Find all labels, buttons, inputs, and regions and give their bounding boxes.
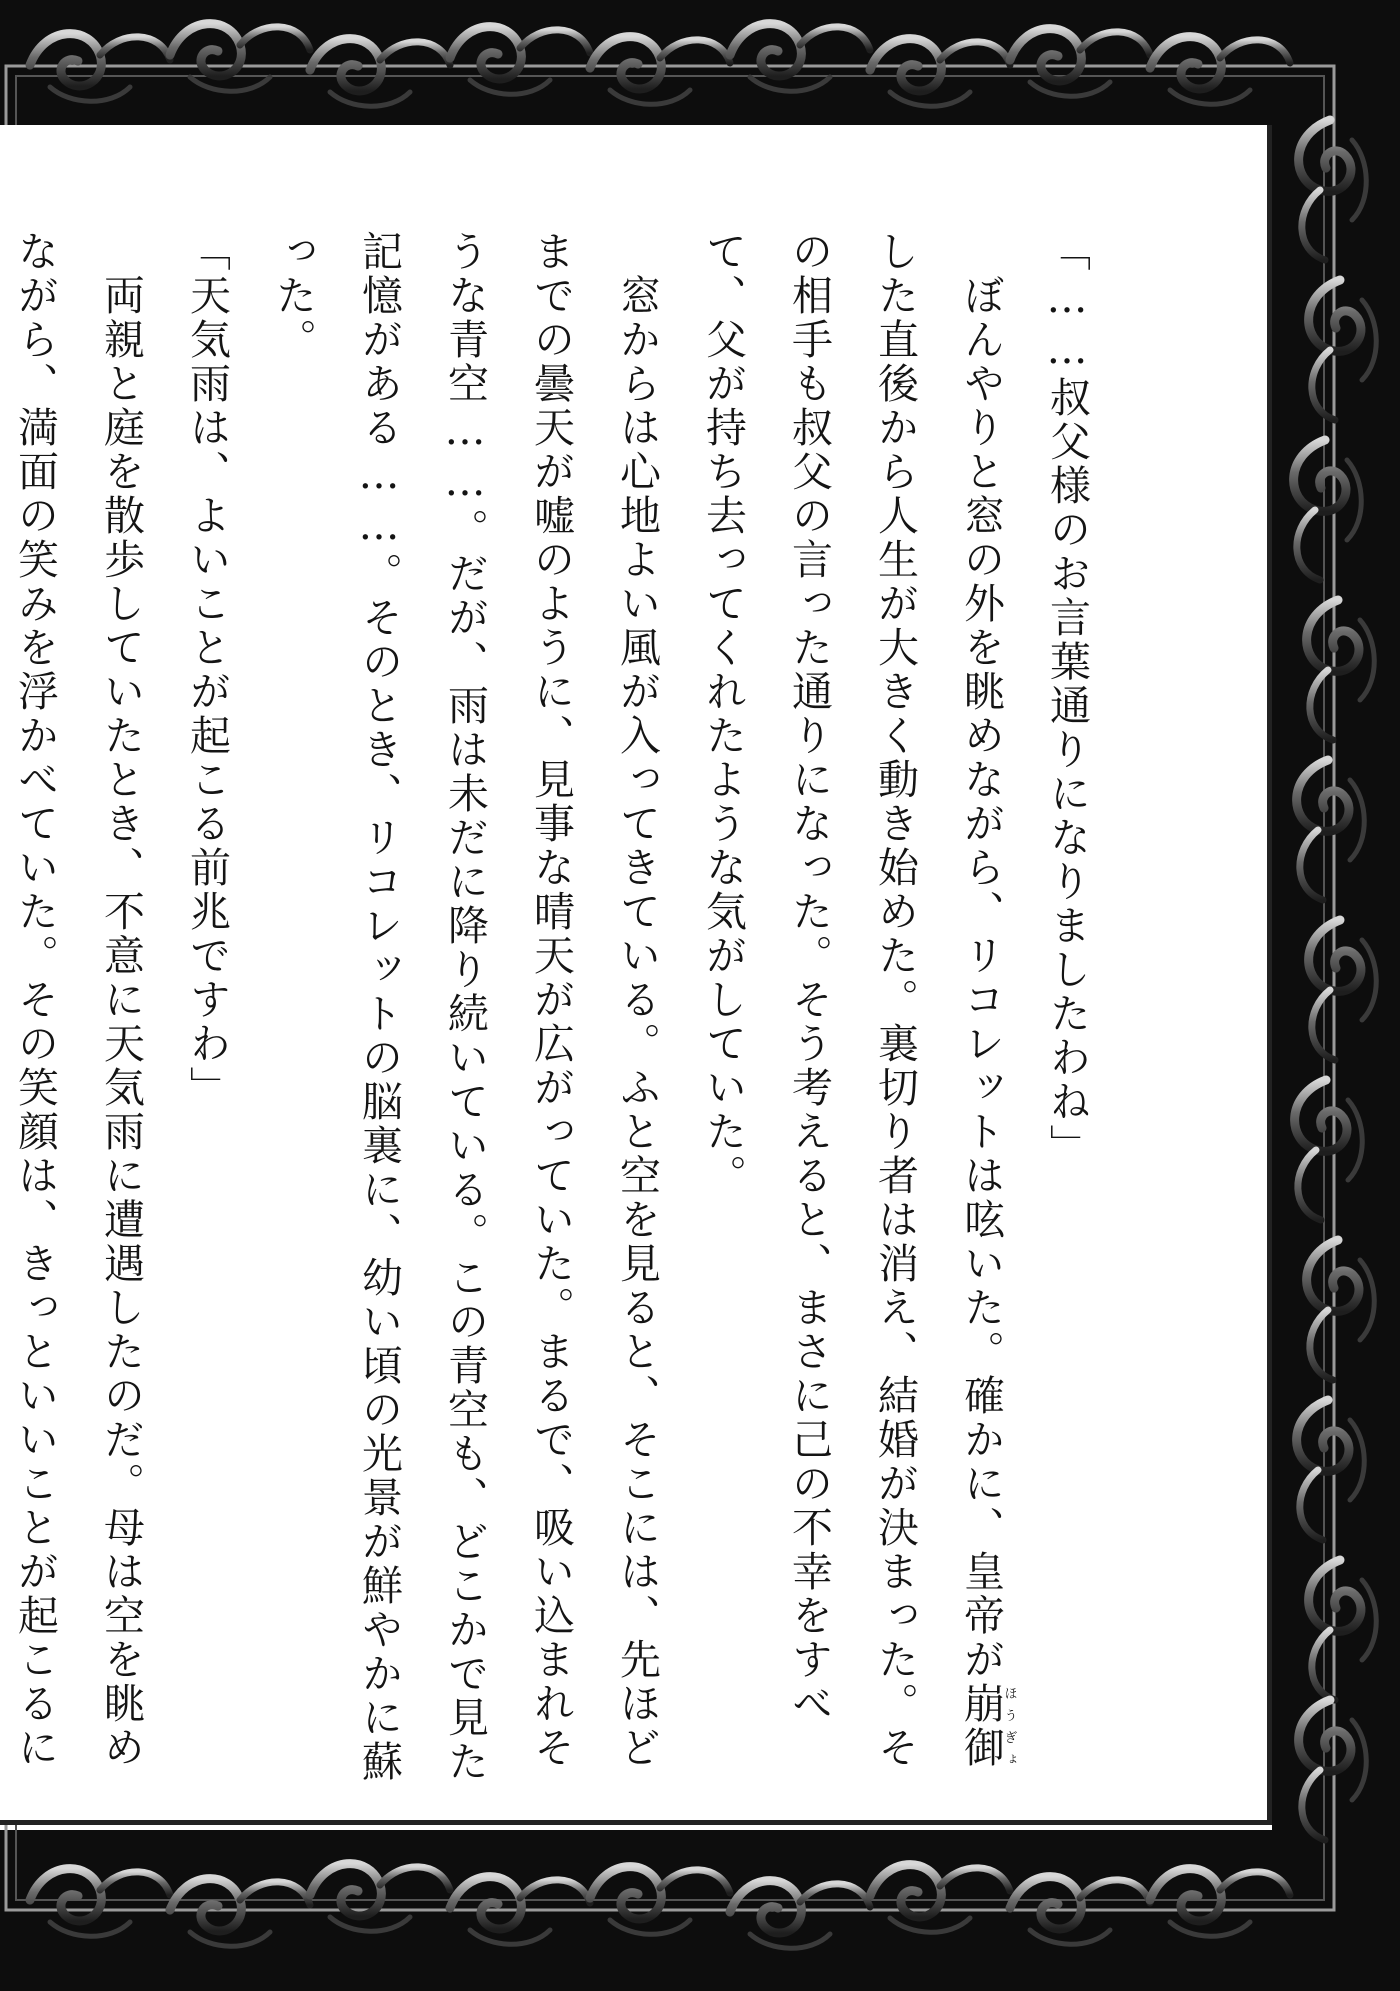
ruby-base: 崩御 <box>957 1682 1005 1770</box>
vertical-text-body <box>11 230 1110 1810</box>
paragraph-1: 「……叔父様のお言葉通りになりましたわね」 <box>1043 230 1091 1168</box>
paragraph-5: 両親と庭を散歩していたとき、不意に天気雨に遭遇したのだ。母は空を眺めながら、満面の笑みを浮かべていた。その笑顔は、きっといいことが起こるに <box>11 230 145 1770</box>
ruby-hougyo <box>957 1682 1017 1770</box>
paragraph-2-after: した直後から人生が大きく動き始めた。裏切り者は消え、結婚が決まった。その相手も叔父の言った通りになった。そう考えると、まさに己の不幸をすべて、父が持ち去ってくれたような気がしていた。 <box>699 230 919 1770</box>
ruby-reading: ほうぎょ <box>1001 1682 1017 1770</box>
paragraph-2 <box>680 230 1024 1810</box>
paragraph-3: 窓からは心地よい風が入ってきている。ふと空を見ると、そこには、先ほどまでの曇天が嘘のように、見事な晴天が広がっていた。まるで、吸い込まれそうな青空……。だが、雨は未だに降り続いている。この青空も、どこかで見た記憶がある……。そのとき、リコレットの脳裏に、幼い頃の光景が鮮やかに蘇った。 <box>269 230 661 1784</box>
paragraph-2-before: ぼんやりと窓の外を眺めながら、リコレットは呟いた。確かに、皇帝が <box>957 230 1005 1682</box>
paragraph-4: 「天気雨は、よいことが起こる前兆ですわ」 <box>183 230 231 1110</box>
